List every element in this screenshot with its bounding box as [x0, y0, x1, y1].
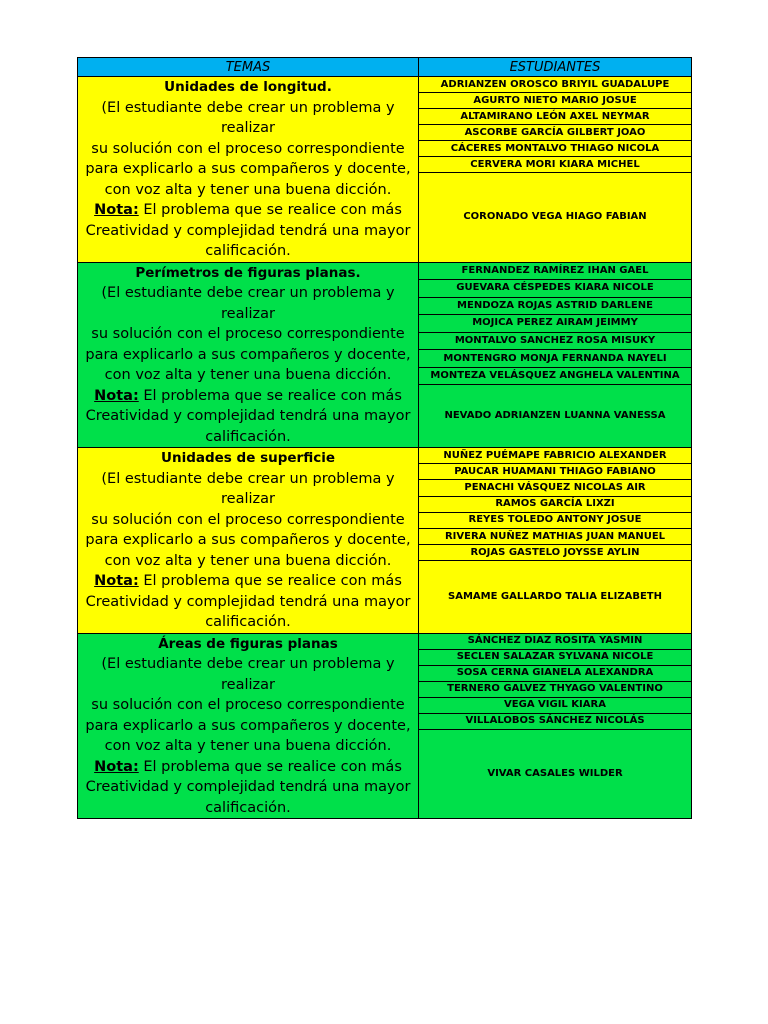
- student-name: AGURTO NIETO MARIO JOSUE: [419, 93, 692, 109]
- student-name: ADRIANZEN OROSCO BRIYIL GUADALUPE: [419, 77, 692, 93]
- topic-instruction: (El estudiante debe crear un problema y realizar: [101, 99, 395, 136]
- student-name: SECLEN SALAZAR SYLVANA NICOLE: [419, 649, 692, 665]
- assignment-table: [77, 57, 692, 819]
- topic-instruction: (El estudiante debe crear un problema y realizar: [101, 470, 395, 507]
- student-name: MONTENGRO MONJA FERNANDA NAYELI: [419, 350, 692, 368]
- header-row: [78, 58, 692, 77]
- topic-instruction-cont: su solución con el proceso correspondiente para explicarlo a sus compañeros y docente, con voz alta y tener una buena dicción.: [85, 140, 411, 198]
- note-text: El problema que se realice con más Creatividad y complejidad tendrá una mayor calificación.: [85, 573, 411, 630]
- note-label: Nota:: [94, 573, 139, 589]
- student-name: PAUCAR HUAMANI THIAGO FABIANO: [419, 464, 692, 480]
- student-name: FERNANDEZ RAMÍREZ IHAN GAEL: [419, 262, 692, 280]
- topic-cell: [78, 77, 419, 263]
- student-name: NUÑEZ PUÉMAPE FABRICIO ALEXANDER: [419, 448, 692, 464]
- table-row: [78, 77, 692, 93]
- student-name: VIVAR CASALES WILDER: [419, 729, 692, 818]
- topic-cell: [78, 633, 419, 819]
- student-name: CORONADO VEGA HIAGO FABIAN: [419, 173, 692, 262]
- table-body: [78, 77, 692, 819]
- student-name: GUEVARA CÉSPEDES KIARA NICOLE: [419, 280, 692, 298]
- student-name: PENACHI VÁSQUEZ NICOLAS AIR: [419, 480, 692, 496]
- topic-note: [78, 757, 418, 819]
- note-label: Nota:: [94, 202, 139, 218]
- topic-note: [78, 571, 418, 633]
- table-row: [78, 262, 692, 280]
- topic-instruction-cont: su solución con el proceso correspondiente para explicarlo a sus compañeros y docente, con voz alta y tener una buena dicción.: [85, 511, 411, 569]
- topic-note: [78, 386, 418, 448]
- student-name: RIVERA NUÑEZ MATHIAS JUAN MANUEL: [419, 529, 692, 545]
- topic-instruction-cont: su solución con el proceso correspondiente para explicarlo a sus compañeros y docente, con voz alta y tener una buena dicción.: [85, 697, 411, 754]
- note-text: El problema que se realice con más Creatividad y complejidad tendrá una mayor calificación.: [85, 387, 411, 445]
- student-name: VEGA VIGIL KIARA: [419, 697, 692, 713]
- topic-instruction: (El estudiante debe crear un problema y realizar: [101, 285, 395, 322]
- header-estudiantes: ESTUDIANTES: [419, 58, 692, 77]
- student-name: TERNERO GALVEZ THYAGO VALENTINO: [419, 681, 692, 697]
- student-name: CÁCERES MONTALVO THIAGO NICOLA: [419, 141, 692, 157]
- topic-instruction-cont: su solución con el proceso correspondiente para explicarlo a sus compañeros y docente, con voz alta y tener una buena dicción.: [85, 326, 411, 383]
- student-name: NEVADO ADRIANZEN LUANNA VANESSA: [419, 385, 692, 448]
- topic-cell: [78, 448, 419, 634]
- table-row: [78, 633, 692, 649]
- student-name: RAMOS GARCÍA LIXZI: [419, 496, 692, 512]
- note-text: El problema que se realice con más Creatividad y complejidad tendrá una mayor calificación.: [85, 202, 411, 259]
- student-name: CERVERA MORI KIARA MICHEL: [419, 157, 692, 173]
- topic-instruction: (El estudiante debe crear un problema y realizar: [101, 656, 395, 693]
- note-text: El problema que se realice con más Creatividad y complejidad tendrá una mayor calificación.: [85, 758, 411, 816]
- student-name: ASCORBE GARCÍA GILBERT JOAO: [419, 125, 692, 141]
- topic-title: Unidades de superficie: [161, 450, 335, 466]
- student-name: SOSA CERNA GIANELA ALEXANDRA: [419, 665, 692, 681]
- topic-title: Áreas de figuras planas: [158, 635, 338, 652]
- student-name: MOJICA PEREZ AIRAM JEIMMY: [419, 315, 692, 333]
- student-name: VILLALOBOS SÁNCHEZ NICOLÁS: [419, 713, 692, 729]
- student-name: MONTEZA VELÁSQUEZ ANGHELA VALENTINA: [419, 367, 692, 385]
- topic-note: [78, 200, 418, 262]
- student-name: SAMAME GALLARDO TALIA ELIZABETH: [419, 561, 692, 633]
- topic-title: Unidades de longitud.: [164, 79, 332, 95]
- topic-cell: [78, 262, 419, 448]
- note-label: Nota:: [94, 387, 139, 404]
- table-row: [78, 448, 692, 464]
- student-name: REYES TOLEDO ANTONY JOSUE: [419, 512, 692, 528]
- student-name: MONTALVO SANCHEZ ROSA MISUKY: [419, 332, 692, 350]
- student-name: MENDOZA ROJAS ASTRID DARLENE: [419, 297, 692, 315]
- header-temas: TEMAS: [78, 58, 419, 77]
- student-name: SÁNCHEZ DIAZ ROSITA YASMIN: [419, 633, 692, 649]
- note-label: Nota:: [94, 758, 139, 775]
- topic-title: Perímetros de figuras planas.: [135, 264, 361, 281]
- student-name: ROJAS GASTELO JOYSSE AYLIN: [419, 545, 692, 561]
- student-name: ALTAMIRANO LEÓN AXEL NEYMAR: [419, 109, 692, 125]
